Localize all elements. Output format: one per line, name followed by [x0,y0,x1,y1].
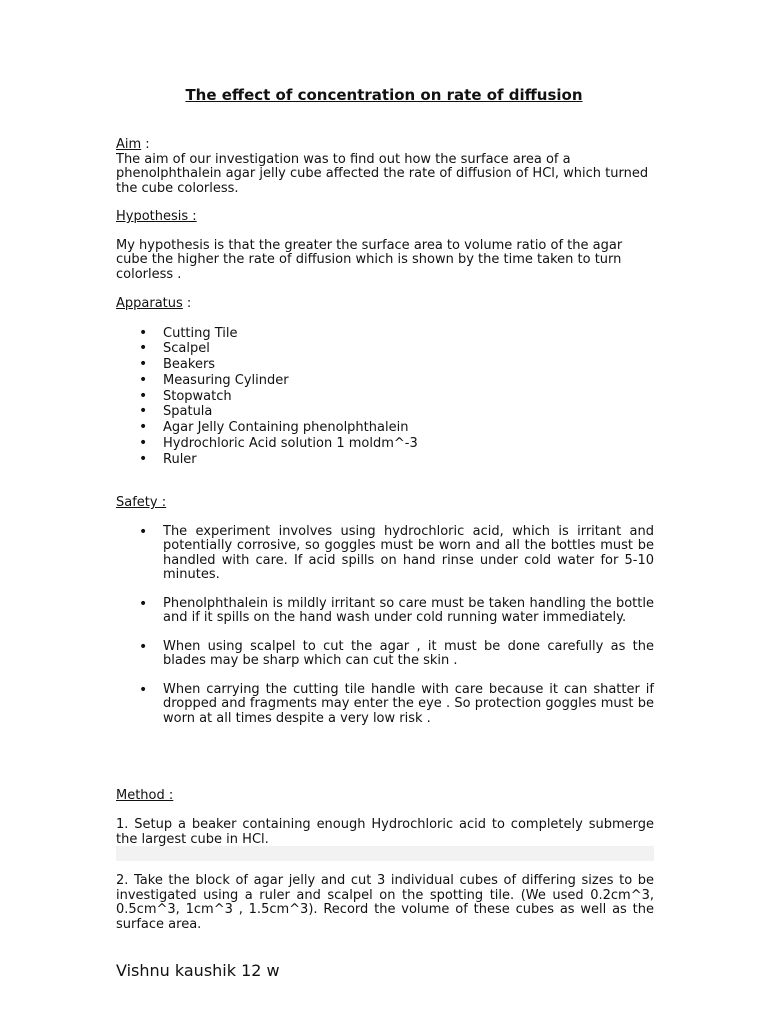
apparatus-heading-sep: : [182,296,192,311]
page-title: The effect of concentration on rate of diffusion [185,86,583,104]
list-item: • The experiment involves using hydrochloric acid, which is irritant and potentially corrosive, so goggles must be worn and all the bottles must be handled with care. If acid spills on hand rinse under cold water for 5-10 minutes. [116,525,654,583]
safety-heading: Safety : [116,495,167,510]
hypothesis-section [116,210,654,282]
method-heading: Method : [116,788,174,803]
list-item: • Stopwatch [116,389,654,405]
method-step: 2. Take the block of agar jelly and cut 3 individual cubes of differing sizes to be investigated using a ruler and scalpel on the spotting tile. (We used 0.2cm^3, 0.5cm^3, 1cm^3 , 1.5cm^3). Record the volume of these cubes as well as the surface area. [116,873,654,932]
list-item: • Measuring Cylinder [116,373,654,389]
list-item: • When using scalpel to cut the agar , it must be done carefully as the blades may be sharp which can cut the skin . [116,640,654,669]
safety-list [116,525,654,727]
author-footer: Vishnu kaushik 12 w [116,961,280,980]
aim-heading: Aim [116,137,142,152]
apparatus-heading: Apparatus [116,296,183,311]
aim-heading-sep: : [141,137,150,152]
apparatus-list [116,326,654,468]
hypothesis-text: My hypothesis is that the greater the surface area to volume ratio of the agar cube the higher the rate of diffusion which is shown by the time taken to turn colorless . [116,237,623,282]
apparatus-heading-line [116,297,654,312]
method-section [116,789,654,804]
aim-section [116,138,654,196]
method-step: 1. Setup a beaker containing enough Hydrochloric acid to completely submerge the largest cube in HCl. [116,817,654,847]
list-item: • When carrying the cutting tile handle with care because it can shatter if dropped and fragments may enter the eye . So protection goggles must be worn at all times despite a very low risk . [116,683,654,727]
hypothesis-heading: Hypothesis : [116,209,197,224]
list-item: • Hydrochloric Acid solution 1 moldm^-3 [116,436,654,452]
aim-text: The aim of our investigation was to find out how the surface area of a phenolphthalein agar jelly cube affected the rate of diffusion of HCl, which turned the cube colorless. [116,151,649,196]
aim-heading-line [116,138,654,153]
safety-section [116,496,654,740]
list-item: • Spatula [116,404,654,420]
list-item: • Agar Jelly Containing phenolphthalein [116,420,654,436]
list-item: • Scalpel [116,341,654,357]
apparatus-section [116,297,654,468]
list-item: • Phenolphthalein is mildly irritant so care must be taken handling the bottle and if it spills on the hand wash under cold running water immediately. [116,597,654,626]
shaded-bar [116,846,654,861]
list-item: • Cutting Tile [116,326,654,342]
list-item: • Ruler [116,452,654,468]
list-item: • Beakers [116,357,654,373]
